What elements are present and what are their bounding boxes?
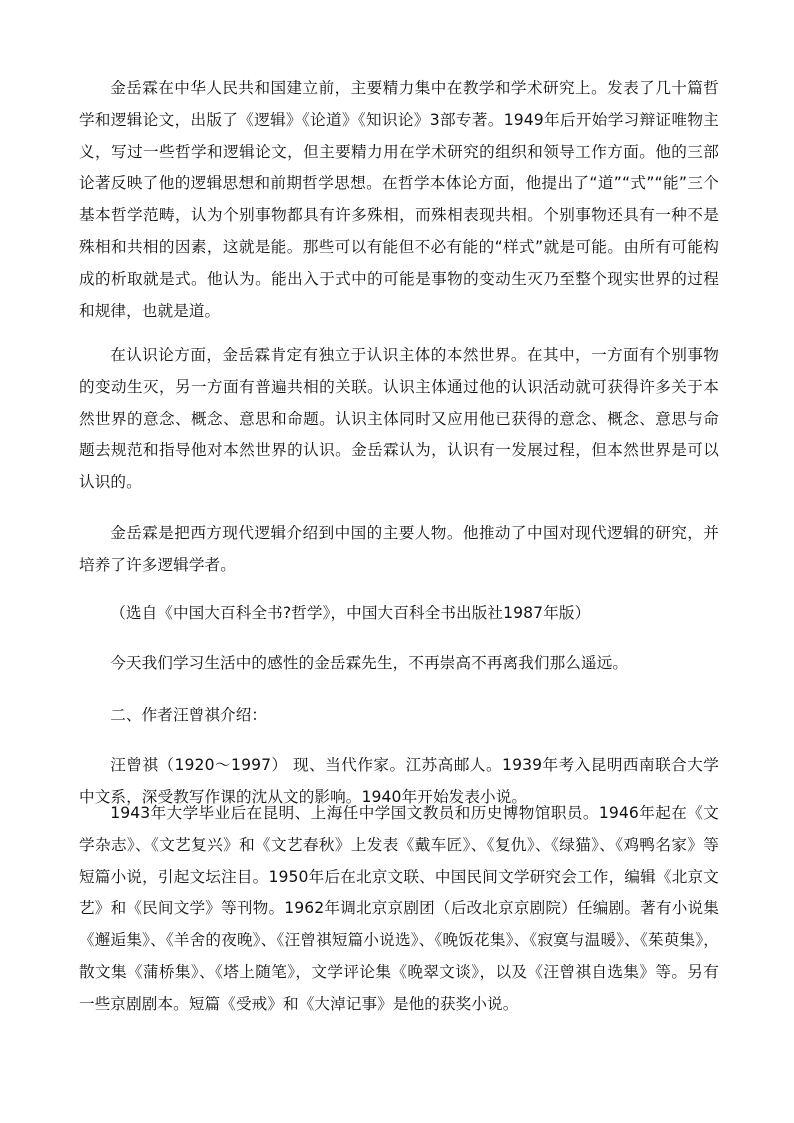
paragraph-epistemology: 在认识论方面，金岳霖肯定有独立于认识主体的本然世界。在其中，一方面有个别事物的变动生灭，另一方面有普遍共相的关联。认识主体通过他的认识活动就可获得许多关于本然世界的意念、概念、意思和命题。认识主体同时又应用他已获得的意念、概念、意思与命题去规范和指导他对本然世界的认识。金岳霖认为，认识有一发展过程，但本然世界是可以认识的。 [79,346,719,492]
source-citation: （选自《中国大百科全书?哲学》，中国大百科全书出版社1987年版） [110,604,591,622]
section-heading-author-intro: 二、作者汪曾祺介绍： [110,706,268,724]
paragraph-jin-yuelin-career: 金岳霖在中华人民共和国建立前，主要精力集中在教学和学术研究上。发表了几十篇哲学和逻辑论文，出版了《逻辑》《论道》《知识论》3部专著。1949年后开始学习辩证唯物主义，写过一些哲学和逻辑论文，但主要精力用在学术研究的组织和领导工作方面。他的三部论著反映了他的逻辑思想和前期哲学思想。在哲学本体论方面，他提出了“道”“式”“能”三个基本哲学范畴，认为个别事物都具有许多殊相，而殊相表现共相。个别事物还具有一种不是殊相和共相的因素，这就是能。那些可以有能但不必有能的“样式”就是可能。由所有可能构成的析取就是式。他认为。能出入于式中的可能是事物的变动生灭乃至整个现实世界的过程和规律，也就是道。 [79,79,719,320]
paragraph-wang-zengqi-works: 1943年大学毕业后在昆明、上海任中学国文教员和历史博物馆职员。1946年起在《文学杂志》、《文艺复兴》和《文艺春秋》上发表《戴车匠》、《复仇》、《绿猫》、《鸡鸭名家》等短篇小说，引起文坛注目。1950年后在北京文联、中国民间文学研究会工作，编辑《北京文艺》和《民间文学》等刊物。1962年调北京京剧团（后改北京京剧院）任编剧。著有小说集《邂逅集》、《羊舍的夜晚》、《汪曾祺短篇小说选》、《晚饭花集》、《寂寞与温暖》、《茱萸集》，散文集《蒲桥集》、《塔上随笔》，文学评论集《晚翠文谈》，以及《汪曾祺自选集》等。另有一些京剧剧本。短篇《受戒》和《大淖记事》是他的获奖小说。 [79,804,719,1013]
paragraph-modern-logic: 金岳霖是把西方现代逻辑介绍到中国的主要人物。他推动了中国对现代逻辑的研究，并培养了许多逻辑学者。 [79,524,719,574]
paragraph-wang-zengqi-bio: 汪曾祺（1920～1997） 现、当代作家。江苏高邮人。1939年考入昆明西南联合大学中文系，深受教写作课的沈从文的影响。1940年开始发表小说。 [79,756,719,806]
paragraph-transition: 今天我们学习生活中的感性的金岳霖先生，不再崇高不再离我们那么遥远。 [110,654,629,672]
